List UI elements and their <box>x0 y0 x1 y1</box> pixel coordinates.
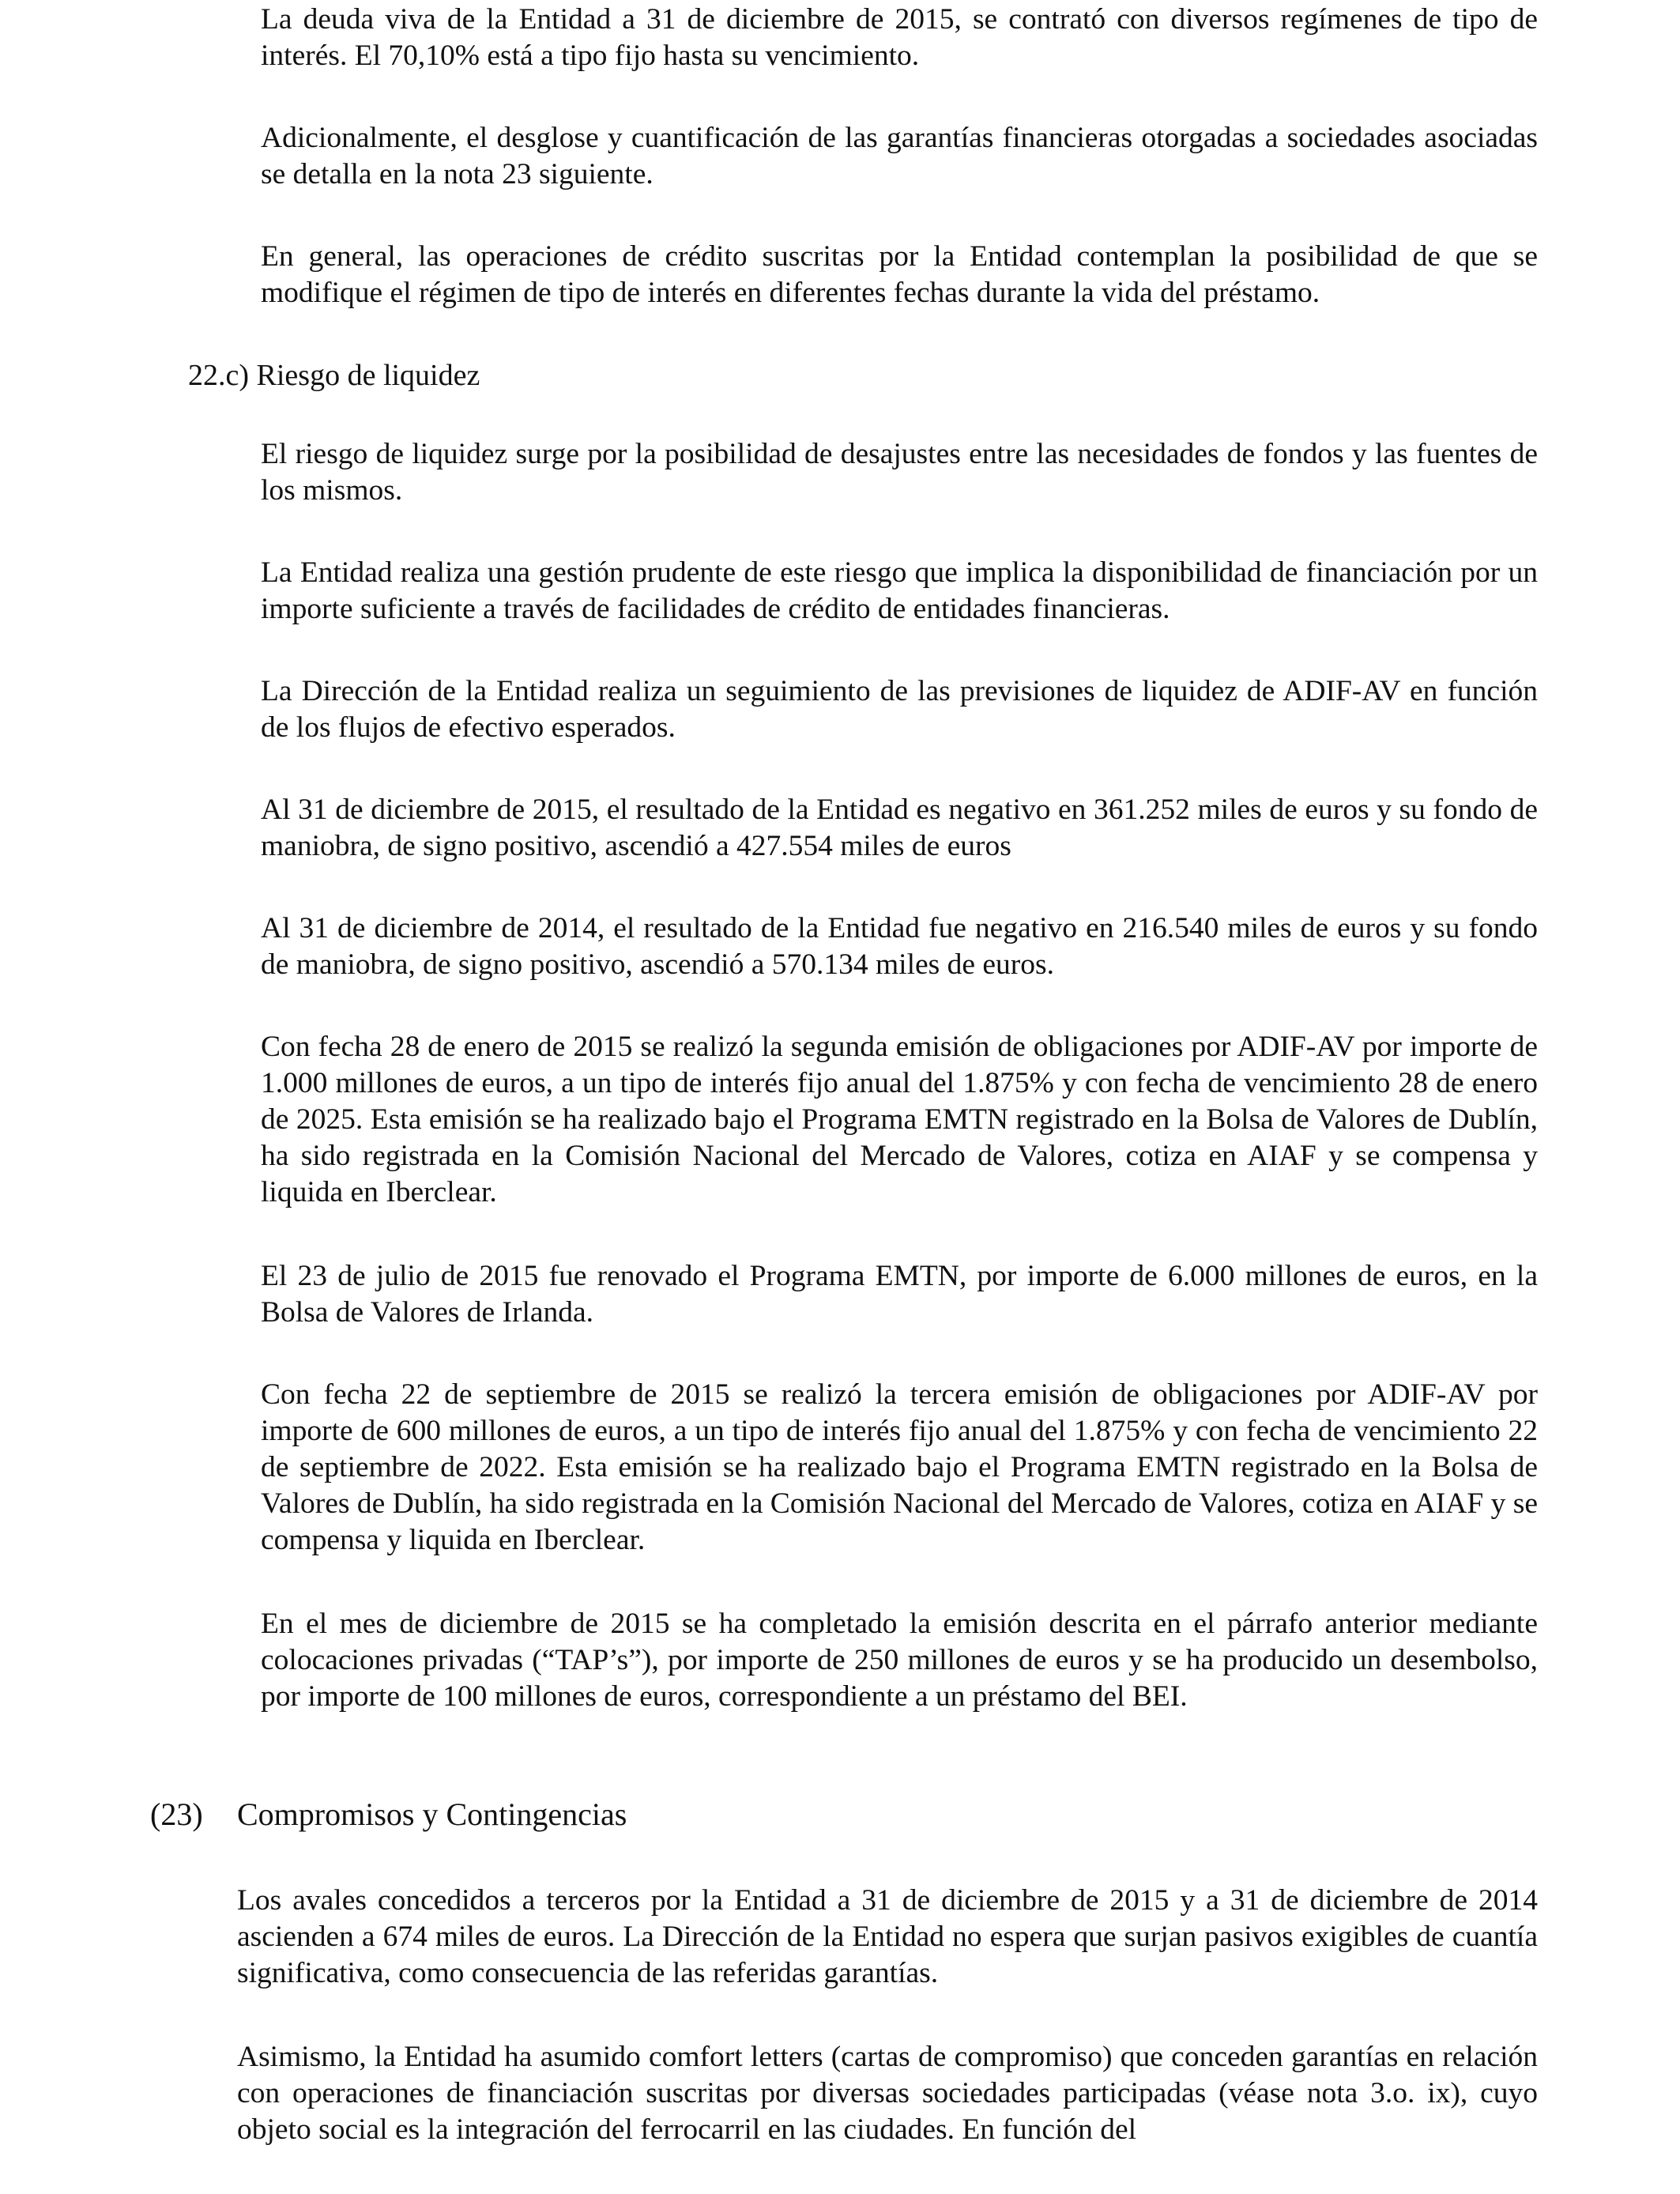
paragraph-liquidity-monitoring: La Dirección de la Entidad realiza un seguimiento de las previsiones de liquidez de ADIF-AV en función de los flujos de efectivo esperados. <box>261 675 1538 744</box>
paragraph-guarantees-granted: Los avales concedidos a terceros por la Entidad a 31 de diciembre de 2015 y a 31 de diciembre de 2014 ascienden a 674 miles de euros. La Dirección de la Entidad no espera que surjan pasivos exigibles de cuantía significativa, como consecuencia de las referidas garantías. <box>237 1884 1538 1989</box>
paragraph-financial-guarantees: Adicionalmente, el desglose y cuantificación de las garantías financieras otorgadas a sociedades asociadas se detalla en la nota 23 siguiente. <box>261 122 1538 190</box>
heading-liquidity-risk: 22.c) Riesgo de liquidez <box>188 359 480 392</box>
paragraph-comfort-letters: Asimismo, la Entidad ha asumido comfort letters (cartas de compromiso) que conceden garantías en relación con operaciones de financiación suscritas por diversas sociedades participadas (véase nota 3.o. ix), cuyo objeto social es la integración del ferrocarril en las ciudades. En función del <box>237 2041 1538 2146</box>
section-heading-commitments <box>150 1796 627 1834</box>
paragraph-result-2015: Al 31 de diciembre de 2015, el resultado de la Entidad es negativo en 361.252 miles de euros y su fondo de maniobra, de signo positivo, ascendió a 427.554 miles de euros <box>261 794 1538 862</box>
paragraph-emtn-renewal: El 23 de julio de 2015 fue renovado el Programa EMTN, por importe de 6.000 millones de euros, en la Bolsa de Valores de Irlanda. <box>261 1260 1538 1329</box>
paragraph-second-bond-issue: Con fecha 28 de enero de 2015 se realizó la segunda emisión de obligaciones por ADIF-AV por importe de 1.000 millones de euros, a un tipo de interés fijo anual del 1.875% y con fecha de vencimiento 28 de enero de 2025. Esta emisión se ha realizado bajo el Programa EMTN registrado en la Bolsa de Valores de Dublín, ha sido registrada en la Comisión Nacional del Mercado de Valores, cotiza en AIAF y se compensa y liquida en Iberclear. <box>261 1031 1538 1208</box>
paragraph-credit-operations: En general, las operaciones de crédito suscritas por la Entidad contemplan la posibilidad de que se modifique el régimen de tipo de interés en diferentes fechas durante la vida del préstamo. <box>261 240 1538 309</box>
section-title: Compromisos y Contingencias <box>237 1796 627 1832</box>
paragraph-liquidity-risk-definition: El riesgo de liquidez surge por la posibilidad de desajustes entre las necesidades de fondos y las fuentes de los mismos. <box>261 438 1538 507</box>
paragraph-prudent-management: La Entidad realiza una gestión prudente de este riesgo que implica la disponibilidad de financiación por un importe suficiente a través de facilidades de crédito de entidades financieras. <box>261 556 1538 625</box>
section-number: (23) <box>150 1796 203 1832</box>
paragraph-private-placements: En el mes de diciembre de 2015 se ha completado la emisión descrita en el párrafo anterior mediante colocaciones privadas (“TAP’s”), por importe de 250 millones de euros y se ha producido un desembolso, por importe de 100 millones de euros, correspondiente a un préstamo del BEI. <box>261 1608 1538 1713</box>
paragraph-third-bond-issue: Con fecha 22 de septiembre de 2015 se realizó la tercera emisión de obligaciones por ADIF-AV por importe de 600 millones de euros, a un tipo de interés fijo anual del 1.875% y con fecha de vencimiento 22 de septiembre de 2022. Esta emisión se ha realizado bajo el Programa EMTN registrado en la Bolsa de Valores de Dublín, ha sido registrada en la Comisión Nacional del Mercado de Valores, cotiza en AIAF y se compensa y liquida en Iberclear. <box>261 1378 1538 1556</box>
paragraph-result-2014: Al 31 de diciembre de 2014, el resultado de la Entidad fue negativo en 216.540 miles de euros y su fondo de maniobra, de signo positivo, ascendió a 570.134 miles de euros. <box>261 912 1538 981</box>
paragraph-debt-interest-regimes: La deuda viva de la Entidad a 31 de diciembre de 2015, se contrató con diversos regímenes de tipo de interés. El 70,10% está a tipo fijo hasta su vencimiento. <box>261 3 1538 72</box>
